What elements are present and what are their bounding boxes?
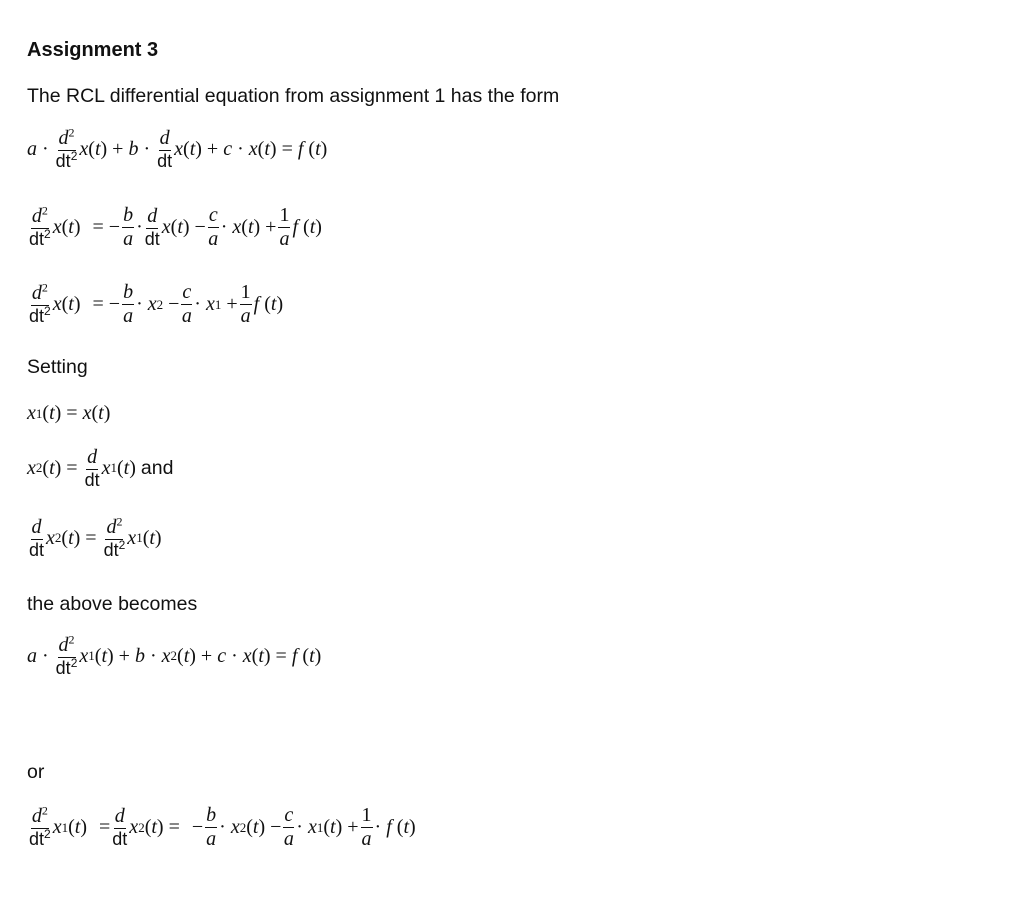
equation-2: $\frac{d^2}{dt^2}$ x ( t ) = − $\frac{b}{a}$ · $\frac{d}{dt}$ x ( t ) − $\frac{c}{a}$ · x ( t ) + $\frac{1}{a}$ f ( t ) bbox=[29, 203, 322, 250]
or-word: or bbox=[27, 761, 45, 783]
intro-text: The RCL differential equation from assignment 1 has the form bbox=[27, 85, 560, 107]
equation-7: a · $\frac{d^2}{dt^2}$ x 1 ( t ) + b · x 2 ( t ) + c · x ( t ) = f ( t ) bbox=[27, 632, 322, 678]
becomes-text: the above becomes bbox=[27, 593, 198, 615]
equation-4: x 1 ( t ) = x ( t ) bbox=[27, 402, 111, 424]
setting-label: Setting bbox=[27, 356, 88, 378]
equation-8: $\frac{d^2}{dt^2}$ x 1 ( t ) = $\frac{d}{dt}$ x 2 ( t ) = − $\frac{b}{a}$ · x 2 ( t ) − $\frac{c}{a}$ · x 1 ( t ) + $\frac{1}{a}$ · f ( t ) bbox=[29, 803, 416, 850]
equation-5: x 2 ( t ) = $\frac{d}{dt}$ x 1 ( t ) and bbox=[27, 446, 174, 490]
page-title: Assignment 3 bbox=[27, 39, 159, 61]
equation-1: a · $\frac{d^2}{dt^2}$ x ( t ) + b · $\frac{d}{dt}$ x ( t ) + c · x ( t ) = f ( t ) bbox=[27, 125, 328, 171]
equation-6: $\frac{d}{dt}$ x 2 ( t ) = $\frac{d^2}{dt^2}$ x 1 ( t ) bbox=[29, 514, 162, 560]
equation-3: $\frac{d^2}{dt^2}$ x ( t ) = − $\frac{b}{a}$ · x 2 − $\frac{c}{a}$ · x 1 + $\frac{1}{a}$ f ( t ) bbox=[29, 280, 284, 327]
and-word: and bbox=[140, 456, 174, 479]
